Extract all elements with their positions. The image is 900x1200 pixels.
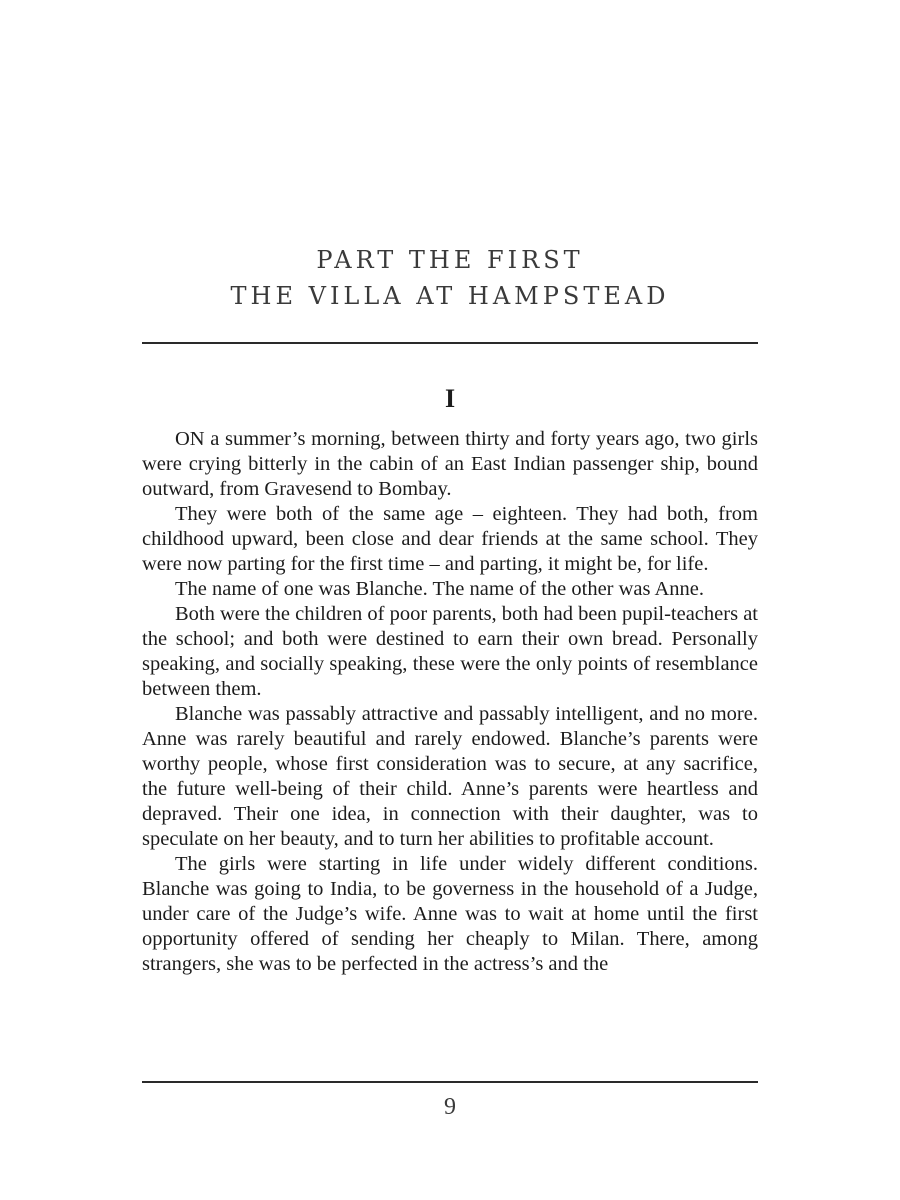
part-label: PART THE FIRST	[316, 246, 584, 274]
paragraph: Blanche was passably attractive and passably intelligent, and no more. Anne was rarely beautiful and rarely endowed. Blanche’s parents were worthy people, whose first consideration was to secure, at any sacrifice, the future well-being of their child. Anne’s parents were heartless and depraved. Their one idea, in connection with their daughter, was to speculate on her beauty, and to turn her abilities to profitable account.	[142, 703, 758, 850]
page-number: 9	[444, 1094, 456, 1120]
chapter-number: I	[444, 384, 456, 413]
part-heading	[0, 242, 900, 314]
part-title: THE VILLA AT HAMPSTEAD	[230, 282, 670, 310]
paragraph: The name of one was Blanche. The name of the other was Anne.	[175, 578, 705, 600]
body-text	[142, 427, 758, 977]
bottom-divider	[142, 1081, 758, 1083]
top-divider	[142, 342, 758, 344]
paragraph: ON a summer’s morning, between thirty and forty years ago, two girls were crying bitterly in the cabin of an East Indian passenger ship, bound outward, from Gravesend to Bombay.	[142, 428, 758, 500]
paragraph: The girls were starting in life under widely different conditions. Blanche was going to India, to be governess in the household of a Judge, under care of the Judge’s wife. Anne was to wait at home until the first opportunity offered of sending her cheaply to Milan. There, among strangers, she was to be perfected in the actress’s and the	[142, 853, 758, 975]
paragraph: Both were the children of poor parents, both had been pupil-teachers at the school; and both were destined to earn their own bread. Personally speaking, and socially speaking, these were the only points of resemblance between them.	[142, 603, 758, 700]
paragraph: They were both of the same age – eighteen. They had both, from childhood upward, been close and dear friends at the same school. They were now parting for the first time – and parting, it might be, for life.	[142, 503, 758, 575]
